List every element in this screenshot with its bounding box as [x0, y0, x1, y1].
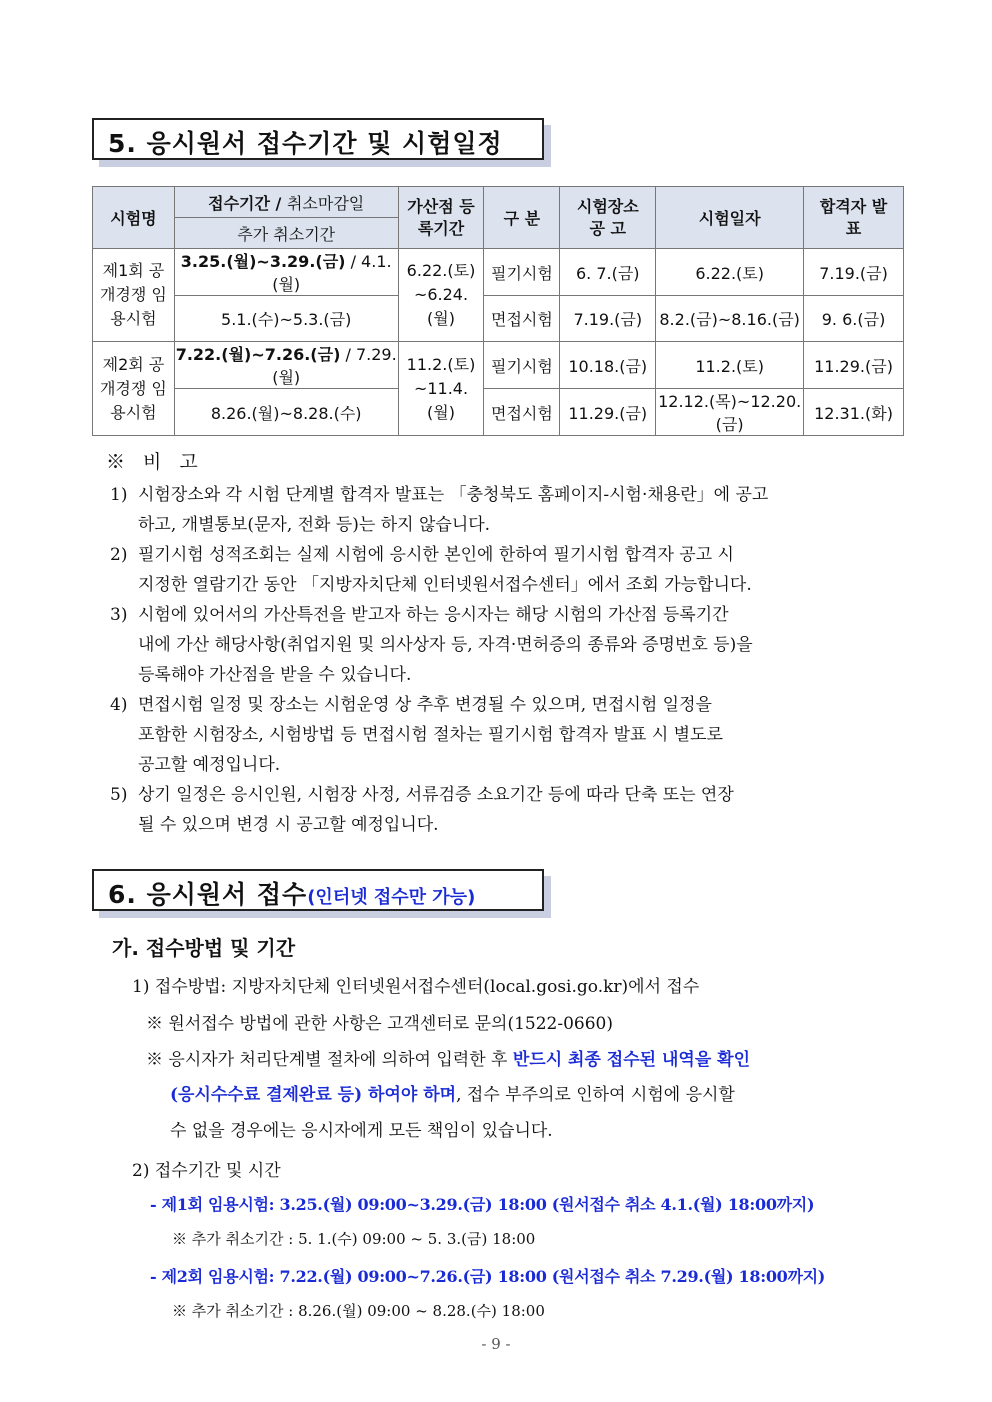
- row1-interview-place: 7.19.(금): [560, 296, 656, 342]
- header-type: 구 분: [484, 187, 560, 249]
- row1-extra-cancel: 5.1.(수)~5.3.(금): [174, 296, 398, 342]
- row2-extra-cancel: 8.26.(월)~8.28.(수): [174, 389, 398, 436]
- row1-written-place: 6. 7.(금): [560, 249, 656, 296]
- header-period: 접수기간 / 취소마감일: [174, 187, 398, 218]
- row1-interview-type: 면접시험: [484, 296, 560, 342]
- row2-written-result: 11.29.(금): [804, 342, 904, 389]
- row2-interview-result: 12.31.(화): [804, 389, 904, 436]
- period-second-extra: ※ 추가 취소기간 : 8.26.(월) 09:00 ~ 8.28.(수) 18:00: [172, 1302, 545, 1320]
- row2-bonus: 11.2.(토) ~11.4.(월): [398, 342, 484, 436]
- section-5-header: [92, 118, 544, 160]
- section-5-title: 5. 응시원서 접수기간 및 시험일정: [108, 129, 503, 158]
- row2-written-place: 10.18.(금): [560, 342, 656, 389]
- row2-exam-name: 제2회 공개경쟁 임용시험: [93, 342, 175, 436]
- remarks-title: ※ 비 고: [106, 451, 204, 473]
- row1-written-type: 필기시험: [484, 249, 560, 296]
- header-exam-name: 시험명: [93, 187, 175, 249]
- row1-period: 3.25.(월)~3.29.(금) / 4.1.(월): [174, 249, 398, 296]
- method-note-2-cont: (응시수수료 결제완료 등) 하여야 하며, 접수 부주의로 인하여 시험에 응시할: [170, 1085, 735, 1105]
- row1-written-result: 7.19.(금): [804, 249, 904, 296]
- header-date: 시험일자: [656, 187, 804, 249]
- section-6-header: [92, 869, 544, 911]
- row1-written-date: 6.22.(토): [656, 249, 804, 296]
- section-6-title: 6. 응시원서 접수(인터넷 접수만 가능): [108, 880, 476, 909]
- row2-written-date: 11.2.(토): [656, 342, 804, 389]
- method-note-1: ※ 원서접수 방법에 관한 사항은 고객센터로 문의(1522-0660): [146, 1014, 613, 1034]
- row1-interview-date: 8.2.(금)~8.16.(금): [656, 296, 804, 342]
- header-result: 합격자 발 표: [804, 187, 904, 249]
- row2-period: 7.22.(월)~7.26.(금) / 7.29.(월): [174, 342, 398, 389]
- period-first-exam: - 제1회 임용시험: 3.25.(월) 09:00~3.29.(금) 18:00 (원서접수 취소 4.1.(월) 18:00까지): [150, 1195, 815, 1214]
- method-note-2: ※ 응시자가 처리단계별 절차에 의하여 입력한 후 반드시 최종 접수된 내역을 확인: [146, 1050, 751, 1070]
- section-6-subtitle: (인터넷 접수만 가능): [307, 887, 476, 908]
- row2-interview-place: 11.29.(금): [560, 389, 656, 436]
- row2-written-type: 필기시험: [484, 342, 560, 389]
- period-title: 2) 접수기간 및 시간: [132, 1161, 281, 1181]
- method-line: 1) 접수방법: 지방자치단체 인터넷원서접수센터(local.gosi.go.kr)에서 접수: [132, 977, 700, 997]
- row1-interview-result: 9. 6.(금): [804, 296, 904, 342]
- period-second-exam: - 제2회 임용시험: 7.22.(월) 09:00~7.26.(금) 18:00 (원서접수 취소 7.29.(월) 18:00까지): [150, 1267, 826, 1286]
- method-note-2-end: 수 없을 경우에는 응시자에게 모든 책임이 있습니다.: [170, 1121, 553, 1141]
- header-extra-cancel: 추가 취소기간: [174, 218, 398, 249]
- period-first-extra: ※ 추가 취소기간 : 5. 1.(수) 09:00 ~ 5. 3.(금) 18:00: [172, 1230, 536, 1248]
- row2-interview-date: 12.12.(목)~12.20.(금): [656, 389, 804, 436]
- subsection-a-title: 가. 접수방법 및 기간: [112, 936, 296, 960]
- schedule-table: [92, 186, 904, 436]
- row2-interview-type: 면접시험: [484, 389, 560, 436]
- row1-bonus: 6.22.(토) ~6.24.(월): [398, 249, 484, 342]
- page-number: - 9 -: [481, 1335, 511, 1353]
- header-bonus: 가산점 등록기간: [398, 187, 484, 249]
- row1-exam-name: 제1회 공개경쟁 임용시험: [93, 249, 175, 342]
- header-place: 시험장소 공 고: [560, 187, 656, 249]
